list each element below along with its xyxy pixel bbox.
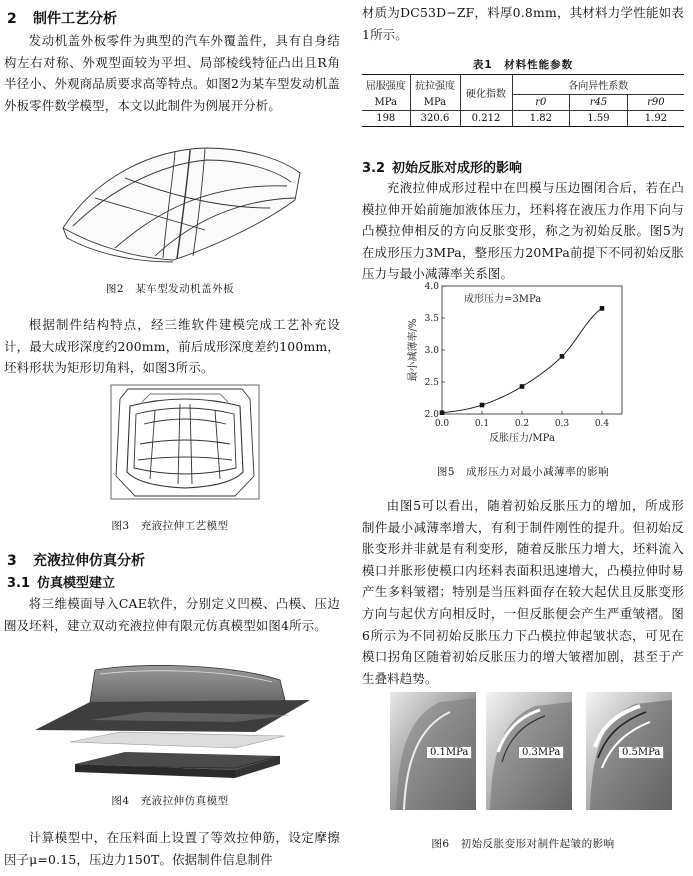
figure-2-hood-drawing: [55, 138, 305, 263]
data-point-2: [520, 384, 525, 389]
cell-r0: 1.82: [512, 111, 570, 127]
figure-6-label-0-5mpa: 0.5MPa: [618, 746, 664, 759]
paragraph-process-design: 根据制件结构特点，经三维软件建模完成工艺补充设计，最大成形深度约200mm，前后成形深度差约100mm，坯料形状为矩形切角料，如图3所示。: [4, 317, 340, 376]
x-tick-label-0: 0.0: [434, 419, 450, 429]
y-tick-label-3: 3.5: [424, 314, 439, 324]
plot-frame: [442, 286, 622, 414]
figure-4-caption: 图4 充液拉伸仿真模型: [111, 795, 229, 807]
th-r90: r90: [647, 97, 665, 108]
paragraph-part-analysis: 发动机盖外板零件为典型的汽车外覆盖件，具有自身结构左右对称、外观型面较为平坦、局部棱线特征凸出且R角半径小、外观商品质要求高等特点。如图2为某车型发动机盖外板零件数学模型，本文以此制件为例展开分析。: [4, 33, 340, 113]
cell-yield: 198: [362, 111, 410, 127]
section-3-1-heading: 3.1 仿真模型建立: [7, 576, 116, 591]
figure-6-label-0-1mpa: 0.1MPa: [426, 746, 472, 759]
section-2-heading: 2 制件工艺分析: [7, 11, 117, 27]
cell-r45: 1.59: [570, 111, 628, 127]
section-3-heading: 3 充液拉伸仿真分析: [7, 553, 145, 569]
paragraph-wrinkling: 由图5可以看出，随着初始反胀压力的增加，所成形制件最小减薄率增大，有利于制件刚性的提升。但初始反胀变形并非就是有利变形，随着反胀压力增大，坯料流入模口并胀形使模口内坯料表面积迅速增大，凸模拉伸时易产生多料皱褶；特别是当压料面存在较大起伏且反胀变形方向与起伏方向相反时，一但反胀便会产生严重皱褶。图6所示为不同初始反胀压力下凸模拉伸起皱状态，可见在模口拐角区随着初始反胀压力的增大皱褶加剧，甚至于产生叠料趋势。: [362, 498, 684, 686]
chart-series: [440, 306, 605, 415]
paragraph-initial-bulge: 充液拉伸成形过程中在凹模与压边圈闭合后，若在凸模拉伸开始前施加液体压力，坯料将在液压力作用下向与凸模拉伸相反的方向反胀变形，称之为初始反胀。图5为在成形压力3MPa，整形压力20MPa前提下不同初始反胀压力与最小减薄率关系图。: [362, 180, 684, 282]
th-anisotropy: 各向异性系数: [512, 75, 684, 95]
x-tick-label-4: 0.4: [594, 419, 610, 429]
section-3-2-heading: 3.2 初始反胀对成形的影响: [362, 161, 523, 176]
y-tick-label-2: 3.0: [424, 346, 439, 356]
x-tick-label-3: 0.3: [554, 419, 570, 429]
data-point-1: [480, 403, 485, 408]
paragraph-calc-model: 计算模型中，在压料面上设置了等效拉伸筋，设定摩擦因子μ=0.15，压边力150T。依据制件信息制件: [4, 830, 340, 867]
figure-6-wrinkle-images: [390, 692, 672, 810]
series-line: [442, 308, 602, 412]
figure-2-caption: 图2 某车型发动机盖外板: [105, 283, 235, 295]
th-yield: 屈服强度: [362, 75, 410, 95]
data-point-3: [560, 354, 565, 359]
figure-3-process-model: [110, 384, 260, 500]
figure-6-caption: 图6 初始反胀变形对制件起皱的影响: [431, 838, 615, 850]
figure-5-chart: [392, 280, 662, 450]
th-r0: r0: [512, 95, 570, 111]
figure-4-simulation-model: [30, 660, 315, 790]
y-tick-label-1: 2.5: [424, 378, 439, 388]
th-hardening: 硬化指数: [460, 75, 512, 111]
data-point-4: [600, 306, 605, 311]
paragraph-material: 材质为DC53D−ZF，料厚0.8mm，其材料力学性能如表1所示。: [362, 5, 684, 42]
figure-6-label-0-3mpa: 0.3MPa: [518, 746, 564, 759]
cell-r90: 1.92: [644, 113, 668, 124]
y-tick-label-0: 2.0: [424, 410, 439, 420]
th-yield-unit: MPa: [362, 95, 410, 111]
figure-3-caption: 图3 充液拉伸工艺模型: [111, 520, 229, 532]
x-tick-label-1: 0.1: [474, 419, 490, 429]
y-tick-label-4: 4.0: [424, 282, 439, 292]
table-1-title: 表1 材料性能参数: [472, 59, 574, 71]
paragraph-model-setup: 将三维模面导入CAE软件，分别定义凹模、凸模、压边圈及坯料，建立双动充液拉伸有限元仿真模型如图4所示。: [4, 596, 340, 633]
chart-ylabel: 最小减薄率/%: [408, 318, 419, 382]
table-1-material-params: [362, 74, 684, 127]
data-point-0: [440, 410, 445, 415]
th-tensile: 抗拉强度: [410, 75, 460, 95]
chart-xlabel: 反胀压力/MPa: [489, 433, 555, 444]
x-tick-label-2: 0.2: [514, 419, 530, 429]
cell-tensile: 320.6: [410, 111, 460, 127]
figure-5-caption: 图5 成形压力对最小减薄率的影响: [436, 466, 610, 478]
th-tensile-unit: MPa: [410, 95, 460, 111]
chart-annotation: 成形压力=3MPa: [464, 294, 542, 305]
cell-hardening: 0.212: [460, 111, 512, 127]
th-r45: r45: [570, 95, 628, 111]
